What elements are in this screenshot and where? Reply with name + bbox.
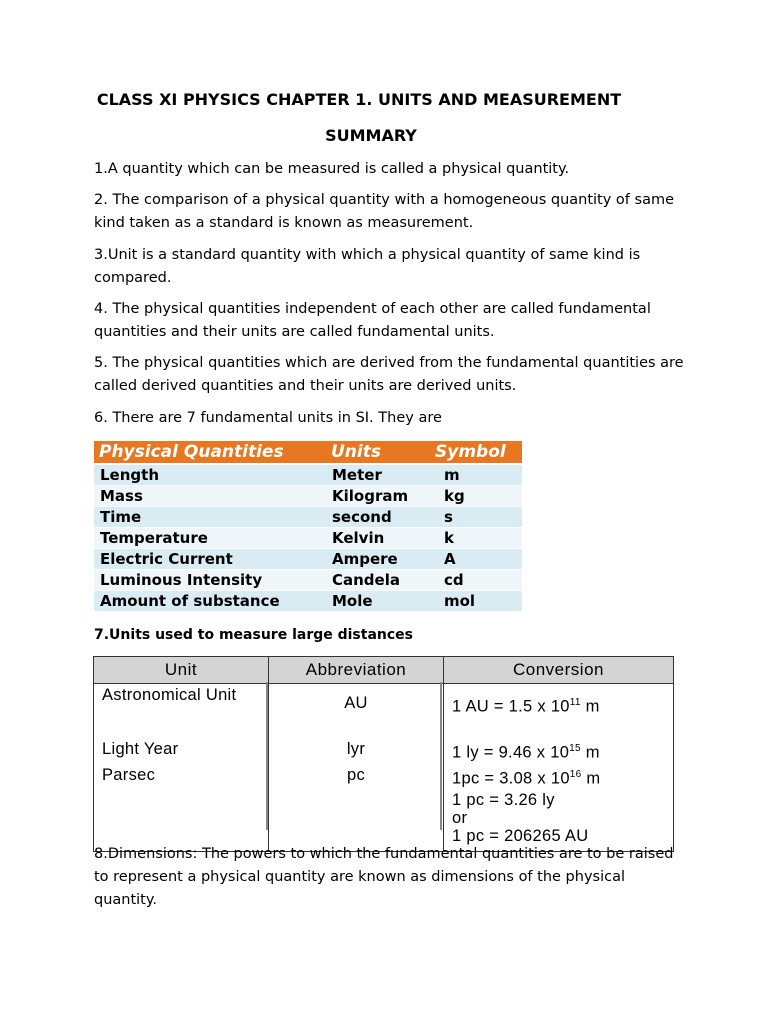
large-distance-units-table (93, 656, 674, 852)
distance-abbr-cell: pc (269, 764, 444, 790)
table-column-divider (266, 682, 268, 830)
si-symbol-cell: A (430, 549, 522, 570)
si-table-row (94, 528, 522, 549)
si-unit-cell: Kelvin (326, 528, 430, 549)
si-quantity-cell: Length (94, 464, 326, 486)
si-table-row (94, 464, 522, 486)
distance-conversion-cell: 1 AU = 1.5 x $10^{11}$ m (444, 684, 674, 739)
si-units-table (94, 441, 522, 612)
table-column-divider (440, 682, 442, 830)
si-unit-cell: Candela (326, 570, 430, 591)
distance-table-row (94, 764, 674, 790)
si-symbol-cell: m (430, 464, 522, 486)
document-subtitle: SUMMARY (325, 126, 417, 145)
si-unit-cell: Meter (326, 464, 430, 486)
distance-header-abbreviation: Abbreviation (269, 657, 444, 684)
si-quantity-cell: Mass (94, 486, 326, 507)
si-table-header-row (94, 441, 522, 464)
paragraph-8: 8.Dimensions: The powers to which the fundamental quantities are to be raised to represent a physical quantity are known as dimensions of the physical quantity. (94, 846, 674, 908)
si-symbol-cell: kg (430, 486, 522, 507)
si-header-units: Units (326, 441, 430, 464)
si-header-quantity: Physical Quantities (94, 441, 326, 464)
distance-table-row (94, 738, 674, 764)
si-quantity-cell: Luminous Intensity (94, 570, 326, 591)
si-table-row (94, 549, 522, 570)
distance-unit-cell: Astronomical Unit (94, 684, 269, 739)
si-unit-cell: Ampere (326, 549, 430, 570)
distance-header-conversion: Conversion (444, 657, 674, 684)
distance-table-row (94, 684, 674, 739)
paragraph-5: 5. The physical quantities which are derived from the fundamental quantities are called derived quantities and their units are derived units. (94, 355, 684, 394)
conversion-line: 1 pc = 206265 AU (452, 827, 589, 845)
si-unit-cell: second (326, 507, 430, 528)
distance-table-header-row (94, 657, 674, 684)
distance-header-unit: Unit (94, 657, 269, 684)
conversion-line: or (452, 809, 468, 827)
si-symbol-cell: mol (430, 591, 522, 612)
paragraph-3: 3.Unit is a standard quantity with which a physical quantity of same kind is compared. (94, 247, 641, 286)
paragraph-1: 1.A quantity which can be measured is called a physical quantity. (94, 161, 570, 177)
si-quantity-cell: Electric Current (94, 549, 326, 570)
document-title: CLASS XI PHYSICS CHAPTER 1. UNITS AND MEASUREMENT (96, 90, 622, 109)
si-symbol-cell: s (430, 507, 522, 528)
paragraph-6: 6. There are 7 fundamental units in SI. They are (94, 410, 442, 426)
si-table-row (94, 591, 522, 612)
si-symbol-cell: k (430, 528, 522, 549)
si-symbol-cell: cd (430, 570, 522, 591)
si-quantity-cell: Temperature (94, 528, 326, 549)
si-quantity-cell: Time (94, 507, 326, 528)
distance-unit-cell: Light Year (94, 738, 269, 764)
si-unit-cell: Mole (326, 591, 430, 612)
si-table-row (94, 507, 522, 528)
si-unit-cell: Kilogram (326, 486, 430, 507)
distance-conversion-cell: 1 ly = 9.46 x $10^{15}$ m (444, 738, 674, 764)
si-table-row (94, 486, 522, 507)
conversion-line: 1 pc = 3.26 ly (452, 791, 555, 809)
distance-conversion-cell: 1pc = 3.08 x $10^{16}$ m (444, 764, 674, 790)
distance-unit-cell: Parsec (94, 764, 269, 790)
distance-abbr-cell: lyr (269, 738, 444, 764)
si-table-row (94, 570, 522, 591)
distance-abbr-cell: AU (269, 684, 444, 739)
paragraph-4: 4. The physical quantities independent of each other are called fundamental quantities and their units are called fundamental units. (94, 301, 651, 340)
section-heading-large-distances: 7.Units used to measure large distances (94, 627, 413, 643)
si-header-symbol: Symbol (430, 441, 522, 464)
paragraph-2: 2. The comparison of a physical quantity with a homogeneous quantity of same kind taken as a standard is known as measurement. (94, 192, 674, 231)
si-quantity-cell: Amount of substance (94, 591, 326, 612)
